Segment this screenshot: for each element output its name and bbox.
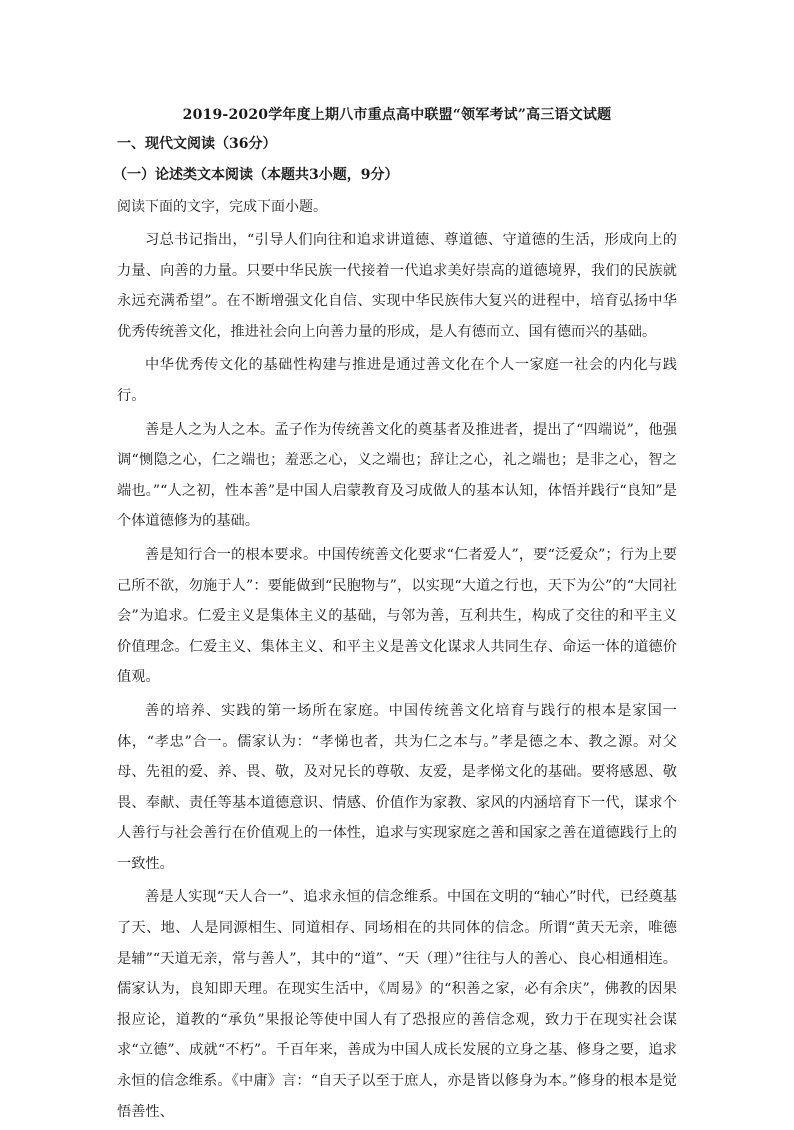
- subsection-heading: （一）论述类文本阅读（本题共3小题，9分）: [113, 167, 399, 183]
- reading-instruction: 阅读下面的文字，完成下面小题。: [117, 199, 327, 215]
- passage-paragraph: 中华优秀传文化的基础性构建与推进是通过善文化在个人一家庭一社会的内化与践行。: [117, 357, 677, 404]
- passage-paragraph: 习总书记指出，“引导人们向往和追求讲道德、尊道德、守道德的生活，形成向上的力量、向善的力量。只要中华民族一代接着一代追求美好崇高的道德境界，我们的民族就永远充满希望”。在不断增强文化自信、实现中华民族伟大复兴的进程中，培育弘扬中华优秀传统善文化，推进社会向上向善力量的形成，是人有德而立、国有德而兴的基础。: [117, 232, 677, 340]
- section-heading: 一、现代文阅读（36分）: [117, 136, 277, 152]
- passage-paragraph: 善是知行合一的根本要求。中国传统善文化要求“仁者爱人”，要“泛爱众”；行为上要己所不欲，勿施于人”：要能做到“民胞物与”，以实现“大道之行也，天下为公”的“大同社会”为追求。仁爱主义是集体主义的基础，与邻为善，互利共生，构成了交往的和平主义价值理念。仁爱主义、集体主义、和平主义是善文化谋求人共同生存、命运一体的道德价值观。: [117, 546, 677, 686]
- passage-paragraph: 善的培养、实践的第一场所在家庭。中国传统善文化培育与践行的根本是家国一体，“孝忠”合一。儒家认为：“孝悌也者，共为仁之本与。”孝是德之本、教之源。对父母、先祖的爱、养、畏、敬，及对兄长的尊敬、友爱，是孝悌文化的基础。要将感恩、敬畏、奉献、责任等基本道德意识、情感、价值作为家教、家风的内涵培育下一代，谋求个人善行与社会善行在价值观上的一体性，追求与实现家庭之善和国家之善在道德践行上的一致性。: [117, 702, 677, 872]
- passage-paragraph: 善是人实现“天人合一”、追求永恒的信念维系。中国在文明的“轴心”时代，已经奠基了天、地、人是同源相生、同道相存、同场相在的共同体的信念。所谓“黄天无亲，唯德是辅”“天道无亲，常与善人”，其中的“道”、“天（理）”往往与人的善心、良心相通相连。儒家认为，良知即天理。在现实生活中，《周易》的“积善之家，必有余庆”，佛教的因果报应论，道教的“承负”果报论等使中国人有了恐报应的善信念观，致力于在现实社会谋求“立德”、成就“不朽”。千百年来，善成为中国人成长发展的立身之基、修身之要，追求永恒的信念维系。《中庸》言：“自天子以至于庶人，亦是皆以修身为本。”修身的根本是觉悟善性、: [117, 889, 677, 1120]
- exam-title: 2019-2020学年度上期八市重点高中联盟“领军考试”高三语文试题: [182, 107, 612, 123]
- passage-paragraph: 善是人之为人之本。孟子作为传统善文化的奠基者及推进者，提出了“四端说”，他强调“恻隐之心，仁之端也；羞恶之心，义之端也；辞让之心，礼之端也；是非之心，智之端也。”“人之初，性本善”是中国人启蒙教育及习成做人的基本认知，体悟并践行“良知”是个体道德修为的基础。: [117, 421, 677, 530]
- passage-body: [117, 225, 677, 1130]
